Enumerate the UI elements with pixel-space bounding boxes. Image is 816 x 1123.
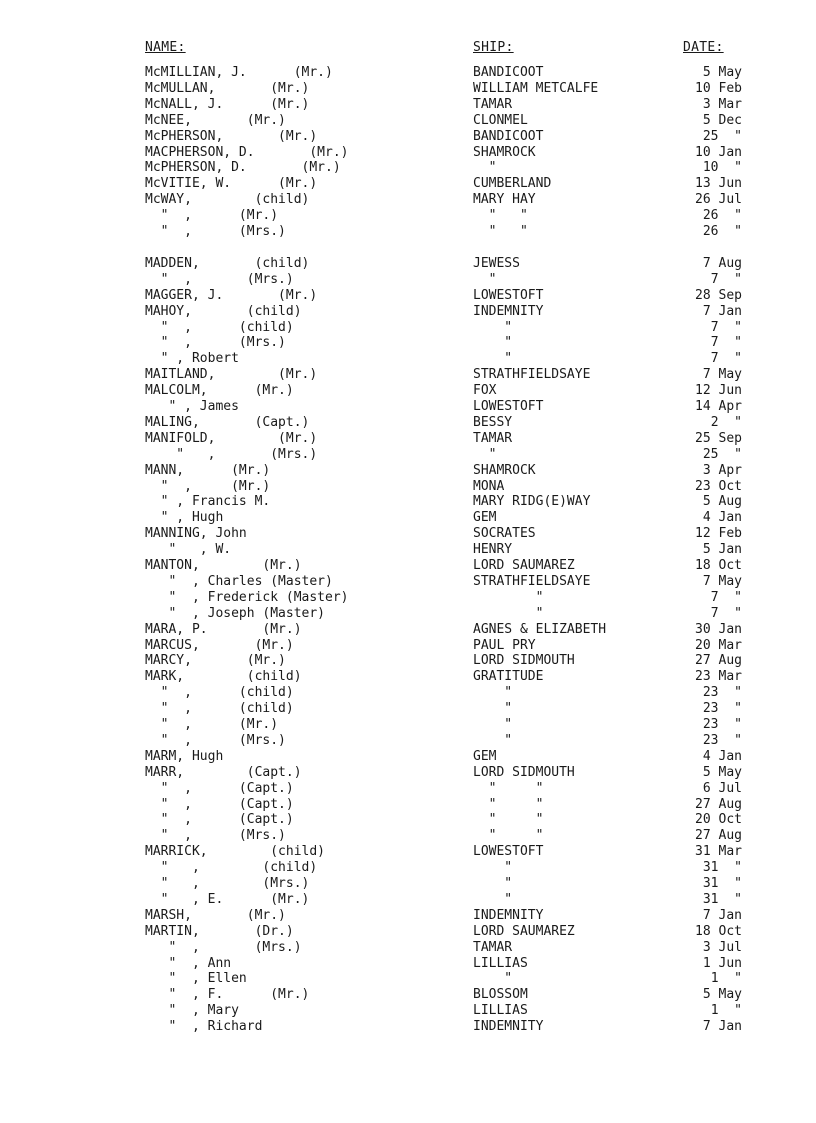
ship-name: " [473, 860, 513, 876]
arrival-date: 5 May [702, 764, 742, 780]
passenger-name: MARA, P. (Mr.) [145, 621, 302, 637]
table-row [0, 781, 816, 797]
table-row [0, 320, 816, 336]
arrival-date: 1 Jun [702, 955, 742, 971]
table-row [0, 892, 816, 908]
table-row [0, 399, 816, 415]
ship-name: STRATHFIELDSAYE [473, 367, 591, 383]
arrival-date: 27 Aug [695, 828, 742, 844]
passenger-name: MARSH, (Mr.) [145, 907, 286, 923]
passenger-name: " , (Mrs.) [145, 446, 318, 462]
passenger-name: " , (Mr.) [145, 208, 279, 224]
ship-name: LORD SAUMAREZ [473, 558, 575, 573]
ship-name: PAUL PRY [473, 637, 536, 653]
table-row [0, 987, 816, 1003]
ship-name: SHAMROCK [473, 144, 536, 160]
ship-column-header: SHIP: [473, 40, 514, 55]
arrival-date: 10 " [702, 160, 742, 176]
ship-name: LOWESTOFT [473, 844, 544, 860]
table-row [0, 97, 816, 113]
ship-name: " [473, 891, 513, 907]
arrival-date: 7 " [710, 271, 742, 287]
table-row [0, 65, 816, 81]
table-row [0, 558, 816, 574]
ship-name: " [473, 351, 513, 367]
arrival-date: 6 Jul [702, 780, 742, 796]
table-row [0, 463, 816, 479]
passenger-name: McWAY, (child) [145, 192, 310, 208]
arrival-date: 5 Aug [702, 494, 742, 510]
table-row [0, 574, 816, 590]
arrival-date: 31 " [702, 860, 742, 876]
passenger-name: MALCOLM, (Mr.) [145, 383, 294, 399]
arrival-date: 7 " [710, 319, 742, 335]
table-row [0, 415, 816, 431]
passenger-name: " , Ellen [145, 971, 247, 987]
table-row [0, 479, 816, 495]
ship-name: LILLIAS [473, 955, 528, 971]
arrival-date: 18 Oct [695, 558, 742, 573]
arrival-date: 7 May [702, 573, 742, 589]
passenger-name: " , (Capt.) [145, 812, 294, 828]
ship-name: BESSY [473, 414, 513, 430]
passenger-name: " , (Mrs.) [145, 732, 286, 748]
table-row [0, 494, 816, 510]
arrival-date: 7 Jan [702, 907, 742, 923]
table-row [0, 272, 816, 288]
table-row [0, 924, 816, 940]
passenger-name: MAHOY, (child) [145, 303, 302, 319]
ship-name: " [473, 605, 544, 621]
arrival-date: 7 " [710, 335, 742, 351]
arrival-date: 5 May [702, 987, 742, 1003]
table-row [0, 765, 816, 781]
arrival-date: 25 " [702, 128, 742, 144]
ship-name: " " [473, 780, 544, 796]
table-row [0, 288, 816, 304]
table-row [0, 224, 816, 240]
passenger-name: " , (child) [145, 685, 294, 701]
table-row [0, 685, 816, 701]
passenger-name: McPHERSON, D. (Mr.) [145, 160, 341, 176]
passenger-name: " , E. (Mr.) [145, 891, 310, 907]
arrival-date: 23 " [702, 701, 742, 717]
ship-name: CUMBERLAND [473, 176, 552, 192]
passenger-name: McPHERSON, (Mr.) [145, 128, 318, 144]
ship-name: " " [473, 812, 544, 828]
ship-name: STRATHFIELDSAYE [473, 573, 591, 589]
arrival-date: 4 Jan [702, 510, 742, 526]
ship-name: MONA [473, 478, 505, 494]
ship-name: GRATITUDE [473, 669, 544, 685]
table-row [0, 335, 816, 351]
passenger-name: MARK, (child) [145, 669, 302, 685]
ship-name: LILLIAS [473, 1003, 528, 1019]
ship-name: " " [473, 796, 544, 812]
passenger-name: MARRICK, (child) [145, 844, 326, 860]
passenger-name: " , (Mrs.) [145, 876, 310, 891]
passenger-name: " , Hugh [145, 510, 224, 526]
table-row [0, 113, 816, 129]
ship-name: HENRY [473, 542, 513, 558]
arrival-date: 12 Feb [695, 526, 742, 542]
table-row [0, 876, 816, 892]
arrival-date: 31 " [702, 891, 742, 907]
ship-name: BLOSSOM [473, 987, 528, 1003]
passenger-name: McVITIE, W. (Mr.) [145, 176, 318, 192]
ship-name: " [473, 732, 513, 748]
passenger-name: MALING, (Capt.) [145, 414, 310, 430]
passenger-name: " , (child) [145, 860, 318, 876]
ship-name: BANDICOOT [473, 65, 544, 80]
passenger-name: MANTON, (Mr.) [145, 558, 302, 573]
ship-name: WILLIAM METCALFE [473, 80, 599, 96]
passenger-name: " , (Capt.) [145, 780, 294, 796]
passenger-name: MAITLAND, (Mr.) [145, 367, 318, 383]
arrival-date: 1 " [710, 971, 742, 987]
arrival-date: 18 Oct [695, 923, 742, 939]
ship-name: INDEMNITY [473, 907, 544, 923]
ship-name: FOX [473, 383, 497, 399]
ship-name: " [473, 160, 497, 176]
ship-name: SOCRATES [473, 526, 536, 542]
ship-name: " [473, 685, 513, 701]
table-row [0, 828, 816, 844]
passenger-name: " , Robert [145, 351, 239, 367]
passenger-name: MARTIN, (Dr.) [145, 923, 294, 939]
table-row [0, 653, 816, 669]
arrival-date: 25 Sep [695, 430, 742, 446]
passenger-name: " , Richard [145, 1019, 263, 1035]
ship-name: " [473, 319, 513, 335]
arrival-date: 1 " [710, 1003, 742, 1019]
arrival-date: 20 Mar [695, 637, 742, 653]
ship-name: TAMAR [473, 430, 513, 446]
arrival-date: 7 " [710, 351, 742, 367]
table-row [0, 717, 816, 733]
table-row [0, 367, 816, 383]
arrival-date: 23 " [702, 685, 742, 701]
passenger-name: " , James [145, 399, 239, 414]
arrival-date: 26 " [702, 224, 742, 239]
arrival-date: 5 May [702, 65, 742, 80]
arrival-date: 3 Apr [702, 462, 742, 478]
ship-name: LOWESTOFT [473, 287, 544, 303]
arrival-date: 7 " [710, 589, 742, 605]
passenger-name: " , Mary [145, 1003, 239, 1019]
arrival-date: 26 " [702, 208, 742, 224]
passenger-name: " , W. [145, 542, 232, 558]
ship-name: " [473, 589, 544, 605]
arrival-date: 30 Jan [695, 621, 742, 637]
arrival-date: 31 " [702, 876, 742, 891]
ship-name: " [473, 701, 513, 717]
arrival-date: 3 Jul [702, 939, 742, 955]
ship-name: " [473, 971, 513, 987]
table-row [0, 510, 816, 526]
ship-name: BANDICOOT [473, 128, 544, 144]
passenger-name: " , (Mr.) [145, 478, 271, 494]
passenger-name: " , (Capt.) [145, 796, 294, 812]
ship-name: " " [473, 828, 544, 844]
table-row [0, 940, 816, 956]
arrival-date: 14 Apr [695, 399, 742, 414]
arrival-date: 23 Mar [695, 669, 742, 685]
arrival-date: 7 " [710, 605, 742, 621]
passenger-name: MANNING, John [145, 526, 247, 542]
passenger-name: " , Joseph (Master) [145, 605, 326, 621]
passenger-name: " , (child) [145, 319, 294, 335]
table-row [0, 208, 816, 224]
passenger-name: MARR, (Capt.) [145, 764, 302, 780]
arrival-date: 7 Aug [702, 255, 742, 271]
table-row [0, 733, 816, 749]
ship-name: " [473, 717, 513, 732]
table-row [0, 908, 816, 924]
table-row [0, 797, 816, 813]
ship-name: INDEMNITY [473, 1019, 544, 1035]
arrival-date: 23 " [702, 717, 742, 732]
passenger-name: McNALL, J. (Mr.) [145, 96, 310, 112]
ship-name: " " [473, 208, 528, 224]
arrival-date: 3 Mar [702, 96, 742, 112]
ship-name: LORD SIDMOUTH [473, 764, 575, 780]
arrival-date: 26 Jul [695, 192, 742, 208]
table-row [0, 749, 816, 765]
ship-name: " [473, 446, 497, 462]
passenger-name: MANN, (Mr.) [145, 462, 271, 478]
table-row [0, 971, 816, 987]
arrival-date: 28 Sep [695, 287, 742, 303]
arrival-date: 10 Jan [695, 144, 742, 160]
passenger-name: McMULLAN, (Mr.) [145, 80, 310, 96]
table-row [0, 351, 816, 367]
arrival-date: 23 " [702, 732, 742, 748]
arrival-date: 10 Feb [695, 80, 742, 96]
table-row [0, 256, 816, 272]
ship-name: JEWESS [473, 255, 520, 271]
table-row [0, 860, 816, 876]
arrival-date: 5 Jan [702, 542, 742, 558]
passenger-name: McNEE, (Mr.) [145, 112, 286, 128]
ship-name: AGNES & ELIZABETH [473, 621, 607, 637]
arrival-date: 4 Jan [702, 748, 742, 764]
passenger-name: MARCY, (Mr.) [145, 653, 286, 669]
arrival-date: 2 " [710, 414, 742, 430]
name-column-header: NAME: [145, 40, 186, 55]
passenger-name: " , Frederick (Master) [145, 589, 349, 605]
passenger-name: " , (Mrs.) [145, 939, 302, 955]
ship-name: INDEMNITY [473, 303, 544, 319]
table-row [0, 542, 816, 558]
ship-name: LORD SAUMAREZ [473, 923, 575, 939]
table-row [0, 526, 816, 542]
passenger-name: MANIFOLD, (Mr.) [145, 430, 318, 446]
ship-name: GEM [473, 748, 497, 764]
table-row [0, 1019, 816, 1035]
ship-name: SHAMROCK [473, 462, 536, 478]
arrival-date: 5 Dec [702, 112, 742, 128]
arrival-date: 20 Oct [695, 812, 742, 828]
table-row [0, 622, 816, 638]
table-row [0, 129, 816, 145]
table-row [0, 606, 816, 622]
passenger-name: " , (Mr.) [145, 717, 279, 732]
table-row [0, 160, 816, 176]
passenger-name: " , F. (Mr.) [145, 987, 310, 1003]
passenger-name: MAGGER, J. (Mr.) [145, 287, 318, 303]
table-row [0, 431, 816, 447]
table-row [0, 669, 816, 685]
table-row [0, 192, 816, 208]
ship-name: " [473, 271, 497, 287]
ship-name: MARY HAY [473, 192, 536, 208]
table-row [0, 447, 816, 463]
table-row [0, 383, 816, 399]
arrival-date: 7 Jan [702, 303, 742, 319]
passenger-name: MACPHERSON, D. (Mr.) [145, 144, 349, 160]
ship-name: MARY RIDG(E)WAY [473, 494, 591, 510]
ship-name: " " [473, 224, 528, 239]
passenger-name: " , Charles (Master) [145, 573, 333, 589]
date-column-header: DATE: [683, 40, 724, 55]
passenger-name: MADDEN, (child) [145, 255, 310, 271]
passenger-name: MARM, Hugh [145, 748, 224, 764]
arrival-date: 23 Oct [695, 478, 742, 494]
table-row [0, 956, 816, 972]
arrival-date: 13 Jun [695, 176, 742, 192]
ship-name: LOWESTOFT [473, 399, 544, 414]
arrival-date: 27 Aug [695, 653, 742, 669]
arrival-date: 25 " [702, 446, 742, 462]
table-row [0, 145, 816, 161]
table-row [0, 304, 816, 320]
passenger-name: " , (Mrs.) [145, 828, 286, 844]
passenger-name: " , Francis M. [145, 494, 271, 510]
ship-name: " [473, 876, 513, 891]
ship-name: LORD SIDMOUTH [473, 653, 575, 669]
passenger-name: " , (Mrs.) [145, 224, 286, 239]
table-row [0, 590, 816, 606]
ship-name: " [473, 335, 513, 351]
arrival-date: 7 Jan [702, 1019, 742, 1035]
ship-name: TAMAR [473, 939, 513, 955]
table-row [0, 638, 816, 654]
arrival-date: 7 May [702, 367, 742, 383]
passenger-name: MARCUS, (Mr.) [145, 637, 294, 653]
arrival-date: 12 Jun [695, 383, 742, 399]
table-row [0, 701, 816, 717]
arrival-date: 27 Aug [695, 796, 742, 812]
arrival-date: 31 Mar [695, 844, 742, 860]
passenger-name: " , (Mrs.) [145, 335, 286, 351]
table-row [0, 812, 816, 828]
passenger-name: " , Ann [145, 955, 232, 971]
table-row [0, 81, 816, 97]
passenger-name: " , (Mrs.) [145, 271, 294, 287]
table-row [0, 844, 816, 860]
table-row [0, 176, 816, 192]
ship-name: CLONMEL [473, 112, 528, 128]
ship-name: GEM [473, 510, 497, 526]
ship-name: TAMAR [473, 96, 513, 112]
table-row [0, 1003, 816, 1019]
passenger-name: McMILLIAN, J. (Mr.) [145, 65, 333, 80]
passenger-name: " , (child) [145, 701, 294, 717]
